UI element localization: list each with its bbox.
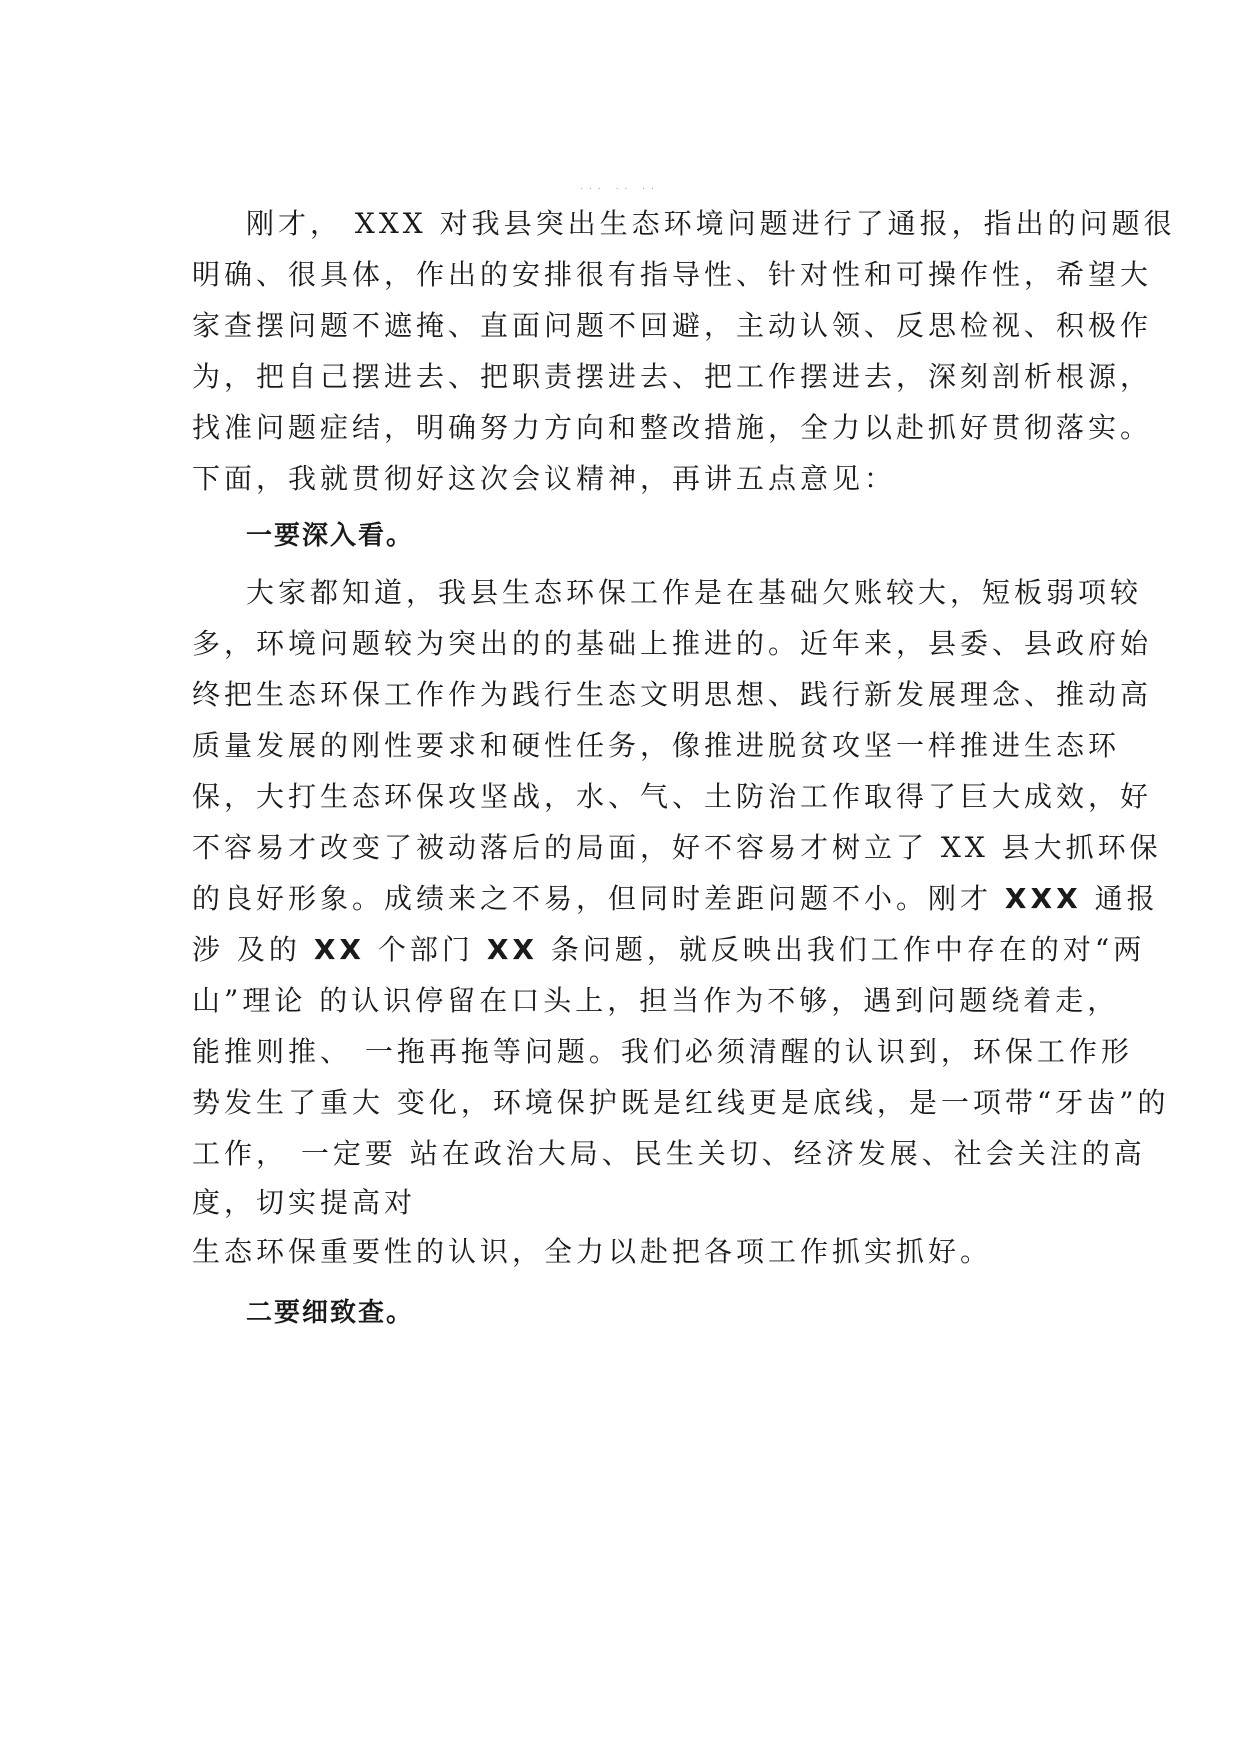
header-mark: ... .. .. <box>580 182 660 192</box>
section-heading-2: 二要细致查。 <box>246 1298 415 1328</box>
intro-line-1: 刚才， XXX 对我县突出生态环境问题进行了通报，指出的问题很 <box>246 207 1176 240</box>
section1-line-8-c: 条问题，就反映出我们工作中存在的对“两 <box>538 933 1146 966</box>
section1-line-5: 保，大打生态环保攻坚战，水、气、土防治工作取得了巨大成效，好 <box>192 780 1153 813</box>
intro-line-3: 家查摆问题不遮掩、直面问题不回避，主动认领、反思检视、积极作 <box>192 309 1153 342</box>
intro-line-4: 为，把自己摆进去、把职责摆进去、把工作摆进去，深刻剖析根源， <box>192 360 1153 393</box>
section1-line-8-a: 涉 及的 <box>192 933 314 966</box>
section-heading-1: 一要深入看。 <box>246 521 415 551</box>
intro-line-2: 明确、很具体，作出的安排很有指导性、针对性和可操作性，希望大 <box>192 258 1153 291</box>
section1-line-8-bold-1: XX <box>313 933 365 966</box>
section1-line-12: 工作， 一定要 站在政治大局、民生关切、经济发展、社会关注的高 <box>192 1137 1146 1170</box>
section1-line-7-bold: XXX <box>1004 882 1082 915</box>
section1-line-7-text: 的良好形象。成绩来之不易，但同时差距问题不小。刚才 <box>192 882 1005 915</box>
section1-line-8-bold-2: XX <box>486 933 538 966</box>
section1-line-9: 山”理论 的认识停留在口头上，担当作为不够，遇到问题绕着走， <box>192 984 1120 1017</box>
intro-line-5: 找准问题症结，明确努力方向和整改措施，全力以赴抓好贯彻落实。 <box>192 411 1153 444</box>
intro-line-6: 下面，我就贯彻好这次会议精神，再讲五点意见： <box>192 462 897 495</box>
section1-line-7-tail: 通报 <box>1081 882 1159 915</box>
section1-line-1: 大家都知道，我县生态环保工作是在基础欠账较大，短板弱项较 <box>246 576 1143 609</box>
section1-line-2: 多，环境问题较为突出的的基础上推进的。近年来，县委、县政府始 <box>192 627 1153 660</box>
section1-line-8 <box>192 933 1145 967</box>
section1-line-13: 度，切实提高对 <box>192 1186 417 1219</box>
section1-line-10: 能推则推、 一拖再拖等问题。我们必须清醒的认识到，环保工作形 <box>192 1035 1133 1068</box>
section1-line-4: 质量发展的刚性要求和硬性任务，像推进脱贫攻坚一样推进生态环 <box>192 729 1121 762</box>
section1-line-8-b: 个部门 <box>365 933 487 966</box>
section1-line-11: 势发生了重大 变化，环境保护既是红线更是底线，是一项带“牙齿”的 <box>192 1086 1170 1119</box>
section1-line-3: 终把生态环保工作作为践行生态文明思想、践行新发展理念、推动高 <box>192 678 1153 711</box>
section1-line-6: 不容易才改变了被动落后的局面，好不容易才树立了 XX 县大抓环保 <box>192 831 1162 864</box>
section1-line-14: 生态环保重要性的认识，全力以赴把各项工作抓实抓好。 <box>192 1235 993 1268</box>
section1-line-7 <box>192 882 1159 916</box>
